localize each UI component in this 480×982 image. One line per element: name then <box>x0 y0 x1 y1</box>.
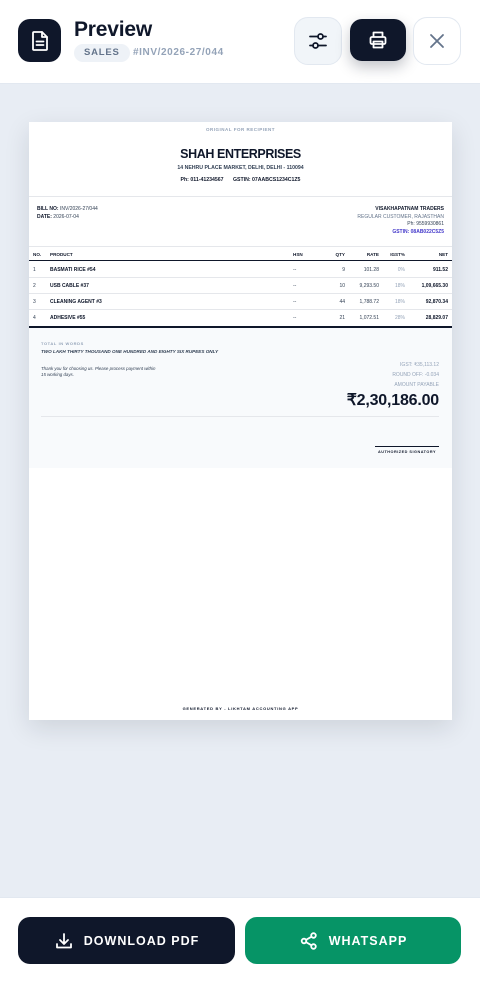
signature-line <box>375 446 439 447</box>
divider <box>41 416 439 417</box>
igst-total: IGST: ₹35,113.12 <box>400 362 439 368</box>
row-gst: 18% <box>394 299 405 305</box>
printer-icon <box>368 30 388 50</box>
amount-in-words: TWO LAKH THIRTY THOUSAND ONE HUNDRED AND EIGHTY SIX RUPEES ONLY <box>41 349 219 354</box>
company-address: 14 NEHRU PLACE MARKET, DELHI, DELHI - 110094 <box>177 165 304 171</box>
customer-type: REGULAR CUSTOMER, RAJASTHAN <box>357 213 444 220</box>
action-bar <box>0 897 480 982</box>
row-net: 28,829.07 <box>425 315 448 321</box>
bill-no-label: BILL NO: <box>37 206 59 212</box>
bill-details <box>37 206 98 221</box>
table-row <box>29 278 452 294</box>
whatsapp-label: WHATSAPP <box>328 933 408 948</box>
close-button[interactable] <box>413 17 461 65</box>
col-no: NO. <box>33 252 42 257</box>
row-net: 911.52 <box>432 267 448 273</box>
download-icon <box>54 931 74 951</box>
col-hsn: HSN <box>293 252 303 257</box>
row-no: 4 <box>33 315 36 321</box>
bill-date: 2026-07-04 <box>53 213 79 220</box>
row-net: 92,870.34 <box>425 299 448 305</box>
invoice-summary <box>29 328 452 468</box>
customer-gstin: GSTIN: 08AB022C5Z5 <box>392 228 444 235</box>
row-product: USB CABLE #37 <box>50 283 89 289</box>
row-gst: 0% <box>397 267 405 273</box>
words-label: TOTAL IN WORDS <box>41 341 84 346</box>
row-hsn: -- <box>293 299 297 305</box>
row-product: ADHESIVE #55 <box>50 315 86 321</box>
row-hsn: -- <box>293 315 297 321</box>
table-row <box>29 262 452 278</box>
share-icon <box>299 931 319 951</box>
col-net: NET <box>438 252 448 257</box>
col-product: PRODUCT <box>50 252 73 257</box>
company-phone: Ph: 011-41234567 <box>180 177 224 183</box>
signatory-label: AUTHORIZED SIGNATORY <box>377 450 437 454</box>
customer-phone: Ph: 9559930861 <box>407 221 444 227</box>
print-button[interactable] <box>350 19 406 61</box>
divider <box>29 196 452 197</box>
row-product: CLEANING AGENT #3 <box>50 299 102 305</box>
type-badge: SALES <box>74 44 130 62</box>
round-off: ROUND OFF: -0.034 <box>392 372 439 378</box>
copy-label: ORIGINAL FOR RECIPIENT <box>206 127 275 132</box>
row-net: 1,09,665.30 <box>421 283 448 289</box>
table-row <box>29 294 452 310</box>
row-qty: 44 <box>339 299 345 305</box>
row-rate: 9,293.50 <box>359 283 379 289</box>
col-qty: QTY <box>335 252 345 257</box>
row-product: BASMATI RICE #54 <box>50 267 96 273</box>
row-rate: 101.28 <box>363 267 379 273</box>
top-bar <box>0 0 480 84</box>
page-title: Preview <box>74 18 152 41</box>
row-qty: 10 <box>339 283 345 289</box>
table-header <box>29 246 452 261</box>
document-icon <box>18 19 61 62</box>
company-gstin: GSTIN: 07AABCS1234C1Z5 <box>232 177 301 183</box>
sliders-icon <box>307 30 329 52</box>
row-rate: 1,072.51 <box>359 315 379 321</box>
company-name: SHAH ENTERPRISES <box>180 147 301 161</box>
download-pdf-button[interactable] <box>18 917 235 964</box>
row-qty: 21 <box>339 315 345 321</box>
row-no: 3 <box>33 299 36 305</box>
amount-payable: ₹2,30,186.00 <box>346 392 439 409</box>
close-icon <box>428 32 446 50</box>
row-gst: 28% <box>394 315 405 321</box>
date-label: DATE: <box>37 213 52 220</box>
settings-button[interactable] <box>294 17 342 65</box>
row-no: 1 <box>33 267 36 273</box>
customer-name: VISAKHAPATNAM TRADERS <box>375 206 444 212</box>
bill-no: INV/2026-27/044 <box>59 206 98 212</box>
row-qty: 9 <box>342 267 345 273</box>
customer-details <box>357 206 444 236</box>
invoice-preview <box>29 122 452 720</box>
amount-payable-label: AMOUNT PAYABLE <box>394 382 439 388</box>
company-contact <box>29 177 452 183</box>
col-rate: RATE <box>366 252 379 257</box>
row-hsn: -- <box>293 267 297 273</box>
row-rate: 1,788.72 <box>359 299 379 305</box>
col-gst: IGST% <box>390 252 405 257</box>
table-row <box>29 310 452 326</box>
generated-by: GENERATED BY - LIKHTAM ACCOUNTING APP <box>182 706 299 711</box>
whatsapp-button[interactable] <box>245 917 461 964</box>
row-hsn: -- <box>293 283 297 289</box>
row-gst: 18% <box>394 283 405 289</box>
download-pdf-label: DOWNLOAD PDF <box>83 933 200 948</box>
thank-you-note: Thank you for choosing us. Please process payment within 15 working days. <box>41 366 156 377</box>
invoice-number: #INV/2026-27/044 <box>133 47 224 58</box>
row-no: 2 <box>33 283 36 289</box>
